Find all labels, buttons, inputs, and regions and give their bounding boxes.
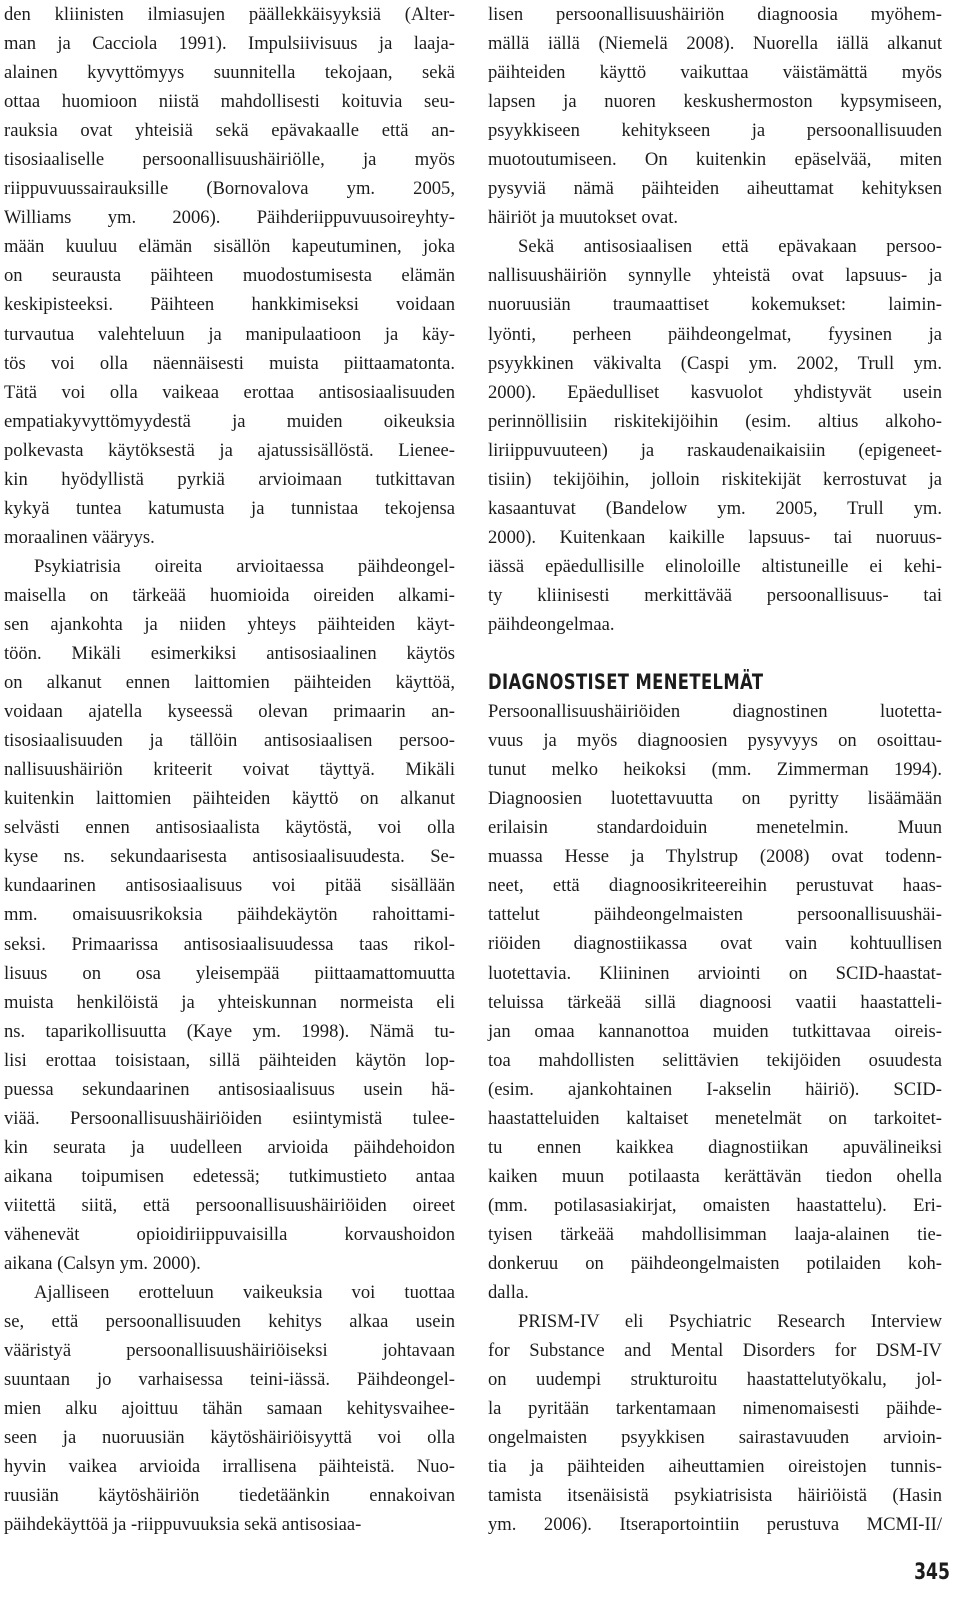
text-line: tu ennen kaikkea diagnostiikan apuvälineiksi <box>488 1136 942 1158</box>
text-line: teluissa tärkeää sillä diagnoosi vaatii haastatteli- <box>488 991 942 1013</box>
text-line: päihdekäyttöä ja -riippuvuuksia sekä antisosiaa- <box>4 1514 362 1536</box>
text-line: kasaantuvat (Bandelow ym. 2005, Trull ym. <box>488 497 942 519</box>
text-line: Persoonallisuushäiriöiden diagnostinen luotetta- <box>488 701 942 723</box>
text-line: perinnöllisiin riskitekijöihin (esim. altius alkoho- <box>488 410 942 432</box>
text-line: psyykkiseen kehitykseen ja persoonallisuuden <box>488 120 942 142</box>
text-line: ottaa huomioon niistä mahdollisesti koituvia seu- <box>4 91 455 113</box>
text-line: 2000). Kuitenkaan kaikille lapsuus- tai nuoruus- <box>488 526 942 548</box>
text-line: aikana (Calsyn ym. 2000). <box>4 1253 201 1275</box>
text-line: polkevasta käytöksestä ja ajatussisällöstä. Lienee- <box>4 439 455 461</box>
text-line: sen ajankohta ja niiden yhteys päihteiden käyt- <box>4 613 455 635</box>
text-line: donkeruu on päihdeongelmaisten potilaiden koh- <box>488 1252 942 1274</box>
page-number: 345 <box>914 1560 950 1585</box>
text-line: tunut melko heikoksi (mm. Zimmerman 1994). <box>488 759 942 781</box>
text-line: kykyä tuntea katumusta ja tunnistaa tekojensa <box>4 497 455 519</box>
text-line: turvautua valehteluun ja manipulaatioon ja käy- <box>4 323 455 345</box>
text-line: kundaarinen antisosiaalisuus voi pitää sisällään <box>4 875 455 897</box>
right-column <box>488 0 942 1539</box>
text-line: lisuus on osa yleisempää piittaamattomuutta <box>4 962 455 984</box>
text-line: vääristyä persoonallisuushäiriöiseksi johtavaan <box>4 1340 455 1362</box>
text-line: on uudempi strukturoitu haastattelutyökalu, jol- <box>488 1369 942 1391</box>
text-line: hyvin vaikea arvioida irrallisena päihteistä. Nuo- <box>4 1456 455 1478</box>
text-line: moraalinen vääryys. <box>4 526 155 548</box>
text-line: on alkanut ennen laittomien päihteiden käyttöä, <box>4 672 455 694</box>
text-line: rauksia ovat yhteisiä sekä epävakaalle että an- <box>4 120 455 142</box>
text-line: iässä epäedullisille elinoloille altistuneille ei kehi- <box>488 555 942 577</box>
text-line: selvästi ennen antisosiaalista käytöstä, voi olla <box>4 817 455 839</box>
text-line: tisiin) tekijöihin, jolloin riskitekijät kerrostuvat ja <box>488 468 942 490</box>
text-line: nuoruusiän traumaattiset kokemukset: laimin- <box>488 294 942 316</box>
text-line: (mm. potilasasiakirjat, omaisten haastattelu). Eri- <box>488 1194 942 1216</box>
text-line: ruusiän käytöshäiriön tiedetäänkin ennakoivan <box>4 1485 455 1507</box>
text-line: Psykiatrisia oireita arvioitaessa päihdeongel- <box>34 555 455 577</box>
text-line: haastatteluiden kaltaiset menetelmät on tarkoitet- <box>488 1107 942 1129</box>
text-line: keskipisteeksi. Päihteen hankkimiseksi voidaan <box>4 294 455 316</box>
text-line: ns. taparikollisuutta (Kaye ym. 1998). Nämä tu- <box>4 1020 455 1042</box>
text-line: tisosiaaliselle persoonallisuushäiriölle, ja myös <box>4 149 455 171</box>
text-line: for Substance and Mental Disorders for DSM-IV <box>488 1340 942 1362</box>
text-line: nallisuushäiriön synnylle yhteistä ovat lapsuus- ja <box>488 265 942 287</box>
text-line: päihdeongelmaa. <box>488 613 615 635</box>
text-line: muista henkilöistä ja yhteiskunnan normeista eli <box>4 991 455 1013</box>
text-line: riippuvuussairauksille (Bornovalova ym. 2005, <box>4 178 455 200</box>
text-line: päihteiden käyttö vaikuttaa väistämättä myös <box>488 62 942 84</box>
text-line: alainen kyvyttömyys suunnitella tekojaan, sekä <box>4 62 455 84</box>
text-line: Sekä antisosiaalisen että epävakaan persoo- <box>518 236 942 258</box>
text-line: tattelut päihdeongelmaisten persoonallisuushäi- <box>488 904 942 926</box>
text-line: liriippuvuuteen) ja raskaudenaikaisiin (epigeneet- <box>488 439 942 461</box>
text-line: dalla. <box>488 1282 529 1304</box>
section-heading: DIAGNOSTISET MENETELMÄT <box>488 670 764 695</box>
text-line: kin hyödyllistä pyrkiä arvioimaan tutkittavan <box>4 468 455 490</box>
text-line: vuus ja myös diagnoosien pysyvyys on osoittau- <box>488 730 942 752</box>
text-line: muotoutumiseen. On kuitenkin epäselvää, miten <box>488 149 942 171</box>
text-line: seksi. Primaarissa antisosiaalisuudessa taas rikol- <box>4 933 455 955</box>
text-line: ongelmaisten psyykkisen sairastavuuden arvioin- <box>488 1427 942 1449</box>
text-line: seen ja nuoruusiän käytöshäiriöisyyttä voi olla <box>4 1427 455 1449</box>
text-line: on seurausta päihteen muodostumisesta elämän <box>4 265 455 287</box>
text-line: lisen persoonallisuushäiriön diagnoosia myöhem- <box>488 4 942 25</box>
text-line: voidaan ajatella kyseessä olevan primaarin an- <box>4 701 455 723</box>
text-line: luotettavia. Kliininen arviointi on SCID-haastat- <box>488 962 942 984</box>
text-line: Diagnoosien luotettavuutta on pyritty lisäämään <box>488 788 942 810</box>
text-line: lyönti, perheen päihdeongelmat, fyysinen ja <box>488 323 942 345</box>
text-line: tisosiaalisuuden ja tällöin antisosiaalisen persoo- <box>4 730 455 752</box>
text-line: nallisuushäiriön kriteerit voivat täyttyä. Mikäli <box>4 759 455 781</box>
text-line: mällä iällä (Niemelä 2008). Nuorella iällä alkanut <box>488 33 942 55</box>
text-line: ty kliinisesti merkittävää persoonallisuus- tai <box>488 584 942 606</box>
text-line: PRISM-IV eli Psychiatric Research Interview <box>518 1311 942 1333</box>
text-line: neet, että diagnoosikriteereihin perustuvat haas- <box>488 875 942 897</box>
text-line: erilaisin standardoiduin menetelmin. Muun <box>488 817 942 839</box>
text-line: la pyritään tarkentamaan nimenomaisesti päihde- <box>488 1398 942 1420</box>
text-line: suuntaan jo varhaisessa teini-iässä. Päihdeongel- <box>4 1369 455 1391</box>
text-line: mien alku ajoittuu tähän samaan kehitysvaihee- <box>4 1398 455 1420</box>
text-line: Tätä voi olla vaikeaa erottaa antisosiaalisuuden <box>4 381 455 403</box>
text-line: töön. Mikäli esimerkiksi antisosiaalinen käytös <box>4 643 455 665</box>
text-line: muassa Hesse ja Thylstrup (2008) ovat todenn- <box>488 846 942 868</box>
text-line: empatiakyvyttömyydestä ja muiden oikeuksia <box>4 410 455 432</box>
text-line: pysyviä nämä päihteiden aiheuttamat kehityksen <box>488 178 942 200</box>
text-line: psyykkinen väkivalta (Caspi ym. 2002, Trull ym. <box>488 352 942 374</box>
text-line: kuitenkin laittomien päihteiden käyttö on alkanut <box>4 788 455 810</box>
left-column <box>4 0 455 1539</box>
text-line: mm. omaisuusrikoksia päihdekäytön rahoittami- <box>4 904 455 926</box>
text-line: den kliinisten ilmiasujen päällekkäisyyksiä (Alter- <box>4 4 455 25</box>
text-line: tös voi olla näennäisesti muista piittaamatonta. <box>4 352 455 374</box>
text-line: Williams ym. 2006). Päihderiippuvuusoireyhty- <box>4 207 455 229</box>
text-line: jan omaa kannanottoa muiden tutkittavaa oireis- <box>488 1020 942 1042</box>
text-line: puessa sekundaarinen antisosiaalisuus usein hä- <box>4 1078 455 1100</box>
text-line: maisella on tärkeää huomioida oireiden alkami- <box>4 584 455 606</box>
text-line: riöiden diagnostiikassa ovat vain kohtuullisen <box>488 933 942 955</box>
text-line: viää. Persoonallisuushäiriöiden esiintymistä tulee- <box>4 1107 455 1129</box>
text-line: vähenevät opioidiriippuvaisilla korvaushoidon <box>4 1223 455 1245</box>
text-line: ym. 2006). Itseraportointiin perustuva MCMI-II/ <box>488 1514 942 1536</box>
text-line: man ja Cacciola 1991). Impulsiivisuus ja laaja- <box>4 33 455 55</box>
text-line: toa mahdollisten selittävien tekijöiden osuudesta <box>488 1049 942 1071</box>
text-line: se, että persoonallisuuden kehitys alkaa usein <box>4 1311 455 1333</box>
text-line: (esim. ajankohtainen I-akselin häiriö). SCID- <box>488 1078 942 1100</box>
text-line: lapsen ja nuoren keskushermoston kypsymiseen, <box>488 91 942 113</box>
text-line: Ajalliseen erotteluun vaikeuksia voi tuottaa <box>34 1282 455 1304</box>
text-line: häiriöt ja muutokset ovat. <box>488 207 679 229</box>
section-spacer <box>488 639 942 668</box>
text-line: tia ja päihteiden aiheuttamien oireistojen tunnis- <box>488 1456 942 1478</box>
text-line: kin seurata ja uudelleen arvioida päihdehoidon <box>4 1136 455 1158</box>
text-line: 2000). Epäedulliset kasvuolot yhdistyvät usein <box>488 381 942 403</box>
text-line: viitettä siitä, että persoonallisuushäiriöiden oireet <box>4 1194 455 1216</box>
text-line: mään kuuluu elämän sisällön kapeutuminen, joka <box>4 236 455 258</box>
text-line: tamista itsenäisistä psykiatrisista häiriöistä (Hasin <box>488 1485 942 1507</box>
text-line: kyse ns. sekundaarisesta antisosiaalisuudesta. Se- <box>4 846 455 868</box>
text-line: tyisen tärkeää mahdollisimman laaja-alainen tie- <box>488 1223 942 1245</box>
text-line: aikana toipumisen edetessä; tutkimustieto antaa <box>4 1165 455 1187</box>
text-line: lisi erottaa toisistaan, sillä päihteiden käytön lop- <box>4 1049 455 1071</box>
text-line: kaiken muun potilaasta kerättävän tiedon ohella <box>488 1165 942 1187</box>
